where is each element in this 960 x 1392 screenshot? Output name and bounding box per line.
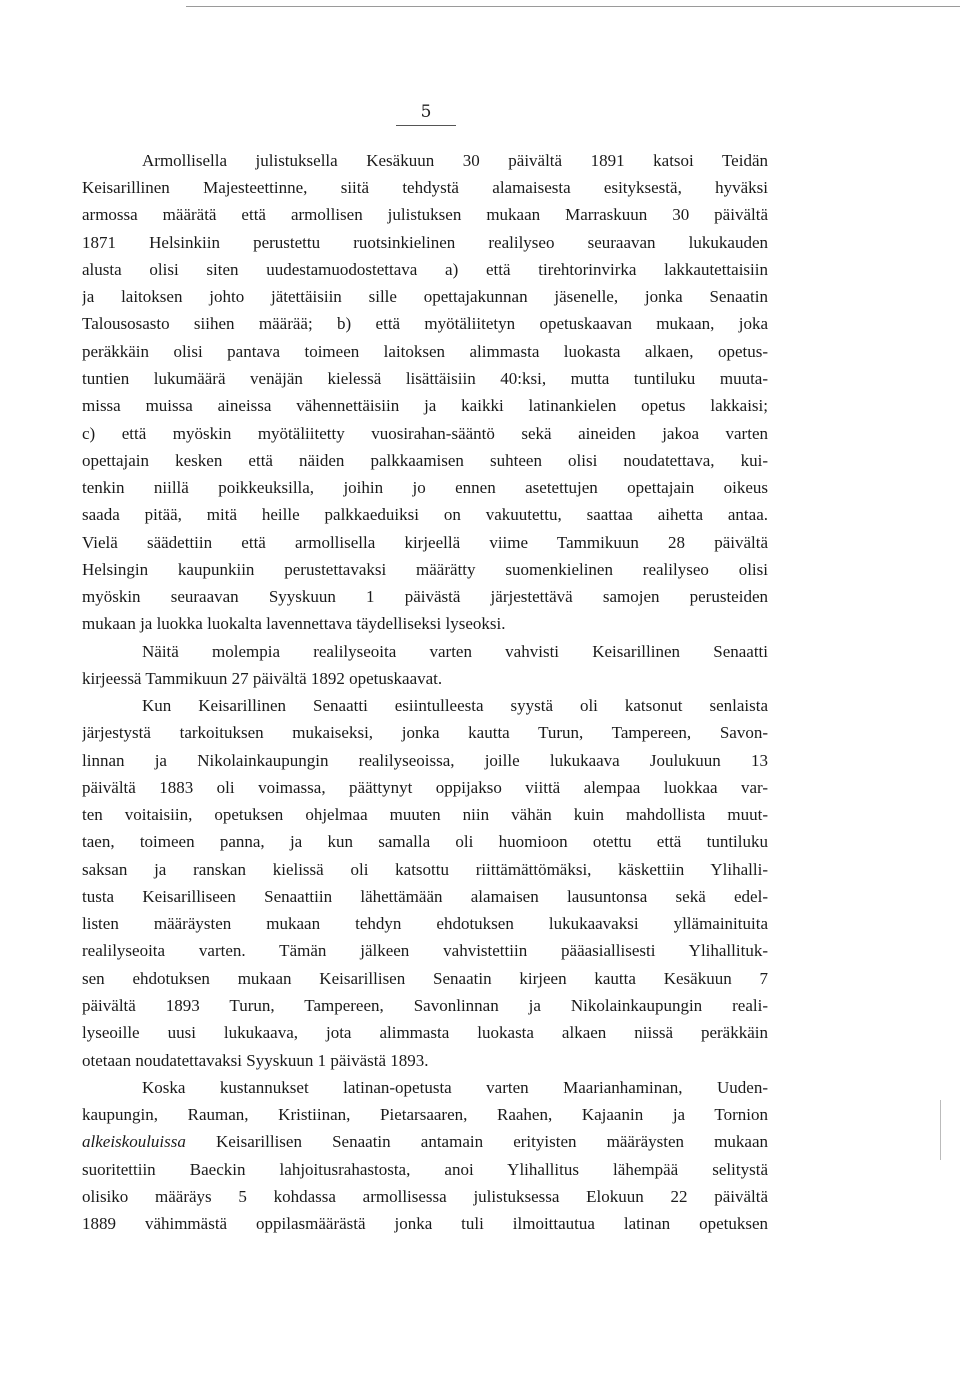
text-line: c) että myöskin myötäliitetty vuosirahan-sääntö sekä aineiden jakoa varten <box>82 424 768 443</box>
text-line: Helsingin kaupunkiin perustettavaksi määrätty suomenkielinen realilyseo olisi <box>82 560 768 579</box>
text-line: Kun Keisarillinen Senaatti esiintulleesta syystä oli katsonut senlaista <box>142 696 768 715</box>
text-line: ja laitoksen johto jätettäisiin sille opettajakunnan jäsenelle, jonka Senaatin <box>82 287 768 306</box>
text-line: peräkkäin olisi pantava toimeen laitoksen alimmasta luokasta alkaen, opetus- <box>82 342 768 361</box>
text-line: otetaan noudatettavaksi Syyskuun 1 päivästä 1893. <box>82 1051 429 1070</box>
top-rule <box>186 6 960 7</box>
text-line: 1871 Helsinkiin perustettu ruotsinkielinen realilyseo seuraavan lukukauden <box>82 233 768 252</box>
text-line: tenkin niillä poikkeuksilla, joihin jo ennen asetettujen opettajain oikeus <box>82 478 768 497</box>
text-line: realilyseoita varten. Tämän jälkeen vahvistettiin pääasiallisesti Ylihallituk- <box>82 941 768 960</box>
italic-word: alkeiskouluissa <box>82 1132 186 1151</box>
page-number: 5 <box>420 102 432 122</box>
text-line: päivältä 1893 Turun, Tampereen, Savonlinnan ja Nikolainkaupungin reali- <box>82 996 768 1015</box>
text-line: listen määräysten mukaan tehdyn ehdotuksen lukukaavaksi yllämainituita <box>82 914 768 933</box>
text-line: opettajain kesken että näiden palkkaamisen suhteen olisi noudatettava, kui- <box>82 451 768 470</box>
text-line: olisiko määräys 5 kohdassa armollisessa julistuksessa Elokuun 22 päivältä <box>82 1187 768 1206</box>
text-line: alkeiskouluissa Keisarillisen Senaatin antamain erityisten määräysten mukaan <box>82 1132 768 1151</box>
text-line: kirjeessä Tammikuun 27 päivältä 1892 opetuskaavat. <box>82 669 443 688</box>
text-line: tusta Keisarilliseen Senaattiin lähettämään alamaisen lausuntonsa sekä edel- <box>82 887 768 906</box>
text-line: linnan ja Nikolainkaupungin realilyseoissa, joille lukukaava Joulukuun 13 <box>82 751 768 770</box>
text-line: päivältä 1883 oli voimassa, päättynyt oppijakso viittä alempaa luokkaa var- <box>82 778 768 797</box>
text-line: Talousosasto siihen määrää; b) että myötäliitetyn opetuskaavan mukaan, joka <box>82 314 768 333</box>
text-line: saksan ja ranskan kielissä oli katsottu riittämättömäksi, käskettiin Ylihalli- <box>82 860 768 879</box>
scan-edge-mark <box>940 1100 941 1160</box>
text-line: alusta olisi siten uudestamuodostettava a) että tirehtorinvirka lakkautettaisiin <box>82 260 768 279</box>
page-number-rule <box>396 125 456 126</box>
text-line: myöskin seuraavan Syyskuun 1 päivästä järjestettävä samojen perusteiden <box>82 587 768 606</box>
text-line: suoritettiin Baeckin lahjoitusrahastosta, anoi Ylihallitus lähempää selitystä <box>82 1160 768 1179</box>
text-line: sen ehdotuksen mukaan Keisarillisen Senaatin kirjeen kautta Kesäkuun 7 <box>82 969 768 988</box>
text-line: saada pitää, mitä heille palkkaeduiksi on vakuutettu, saattaa aihetta antaa. <box>82 505 768 524</box>
text-line: järjestystä tarkoituksen mukaiseksi, jonka kautta Turun, Tampereen, Savon- <box>82 723 768 742</box>
text-line: missa muissa aineissa vähennettäisiin ja kaikki latinankielen opetus lakkaisi; <box>82 396 768 415</box>
text-line: kaupungin, Rauman, Kristiinan, Pietarsaaren, Raahen, Kajaanin ja Tornion <box>82 1105 768 1124</box>
text-line: Keisarillinen Majesteettinne, siitä tehdystä alamaisesta esityksestä, hyväksi <box>82 178 768 197</box>
text-line: Koska kustannukset latinan-opetusta varten Maarianhaminan, Uuden- <box>142 1078 768 1097</box>
text-line: Armollisella julistuksella Kesäkuun 30 päivältä 1891 katsoi Teidän <box>142 151 768 170</box>
text-line: lyseoille uusi lukukaava, jota alimmasta luokasta alkaen niissä peräkkäin <box>82 1023 768 1042</box>
text-line: tuntien lukumäärä venäjän kielessä lisättäisiin 40:ksi, mutta tuntiluku muuta- <box>82 369 768 388</box>
text-line: Näitä molempia realilyseoita varten vahvisti Keisarillinen Senaatti <box>142 642 768 661</box>
text-line: taen, toimeen panna, ja kun samalla oli huomioon otettu että tuntiluku <box>82 832 768 851</box>
text-line: 1889 vähimmästä oppilasmäärästä jonka tuli ilmoittautua latinan opetuksen <box>82 1214 768 1233</box>
text-line: armossa määrätä että armollisen julistuksen mukaan Marraskuun 30 päivältä <box>82 205 768 224</box>
text-line: ten voitaisiin, opetuksen ohjelmaa muuten niin vähän kuin mahdollista muut- <box>82 805 768 824</box>
text-line: mukaan ja luokka luokalta lavennettava täydelliseksi lyseoksi. <box>82 614 506 633</box>
text-line: Vielä säädettiin että armollisella kirjeellä viime Tammikuun 28 päivältä <box>82 533 768 552</box>
